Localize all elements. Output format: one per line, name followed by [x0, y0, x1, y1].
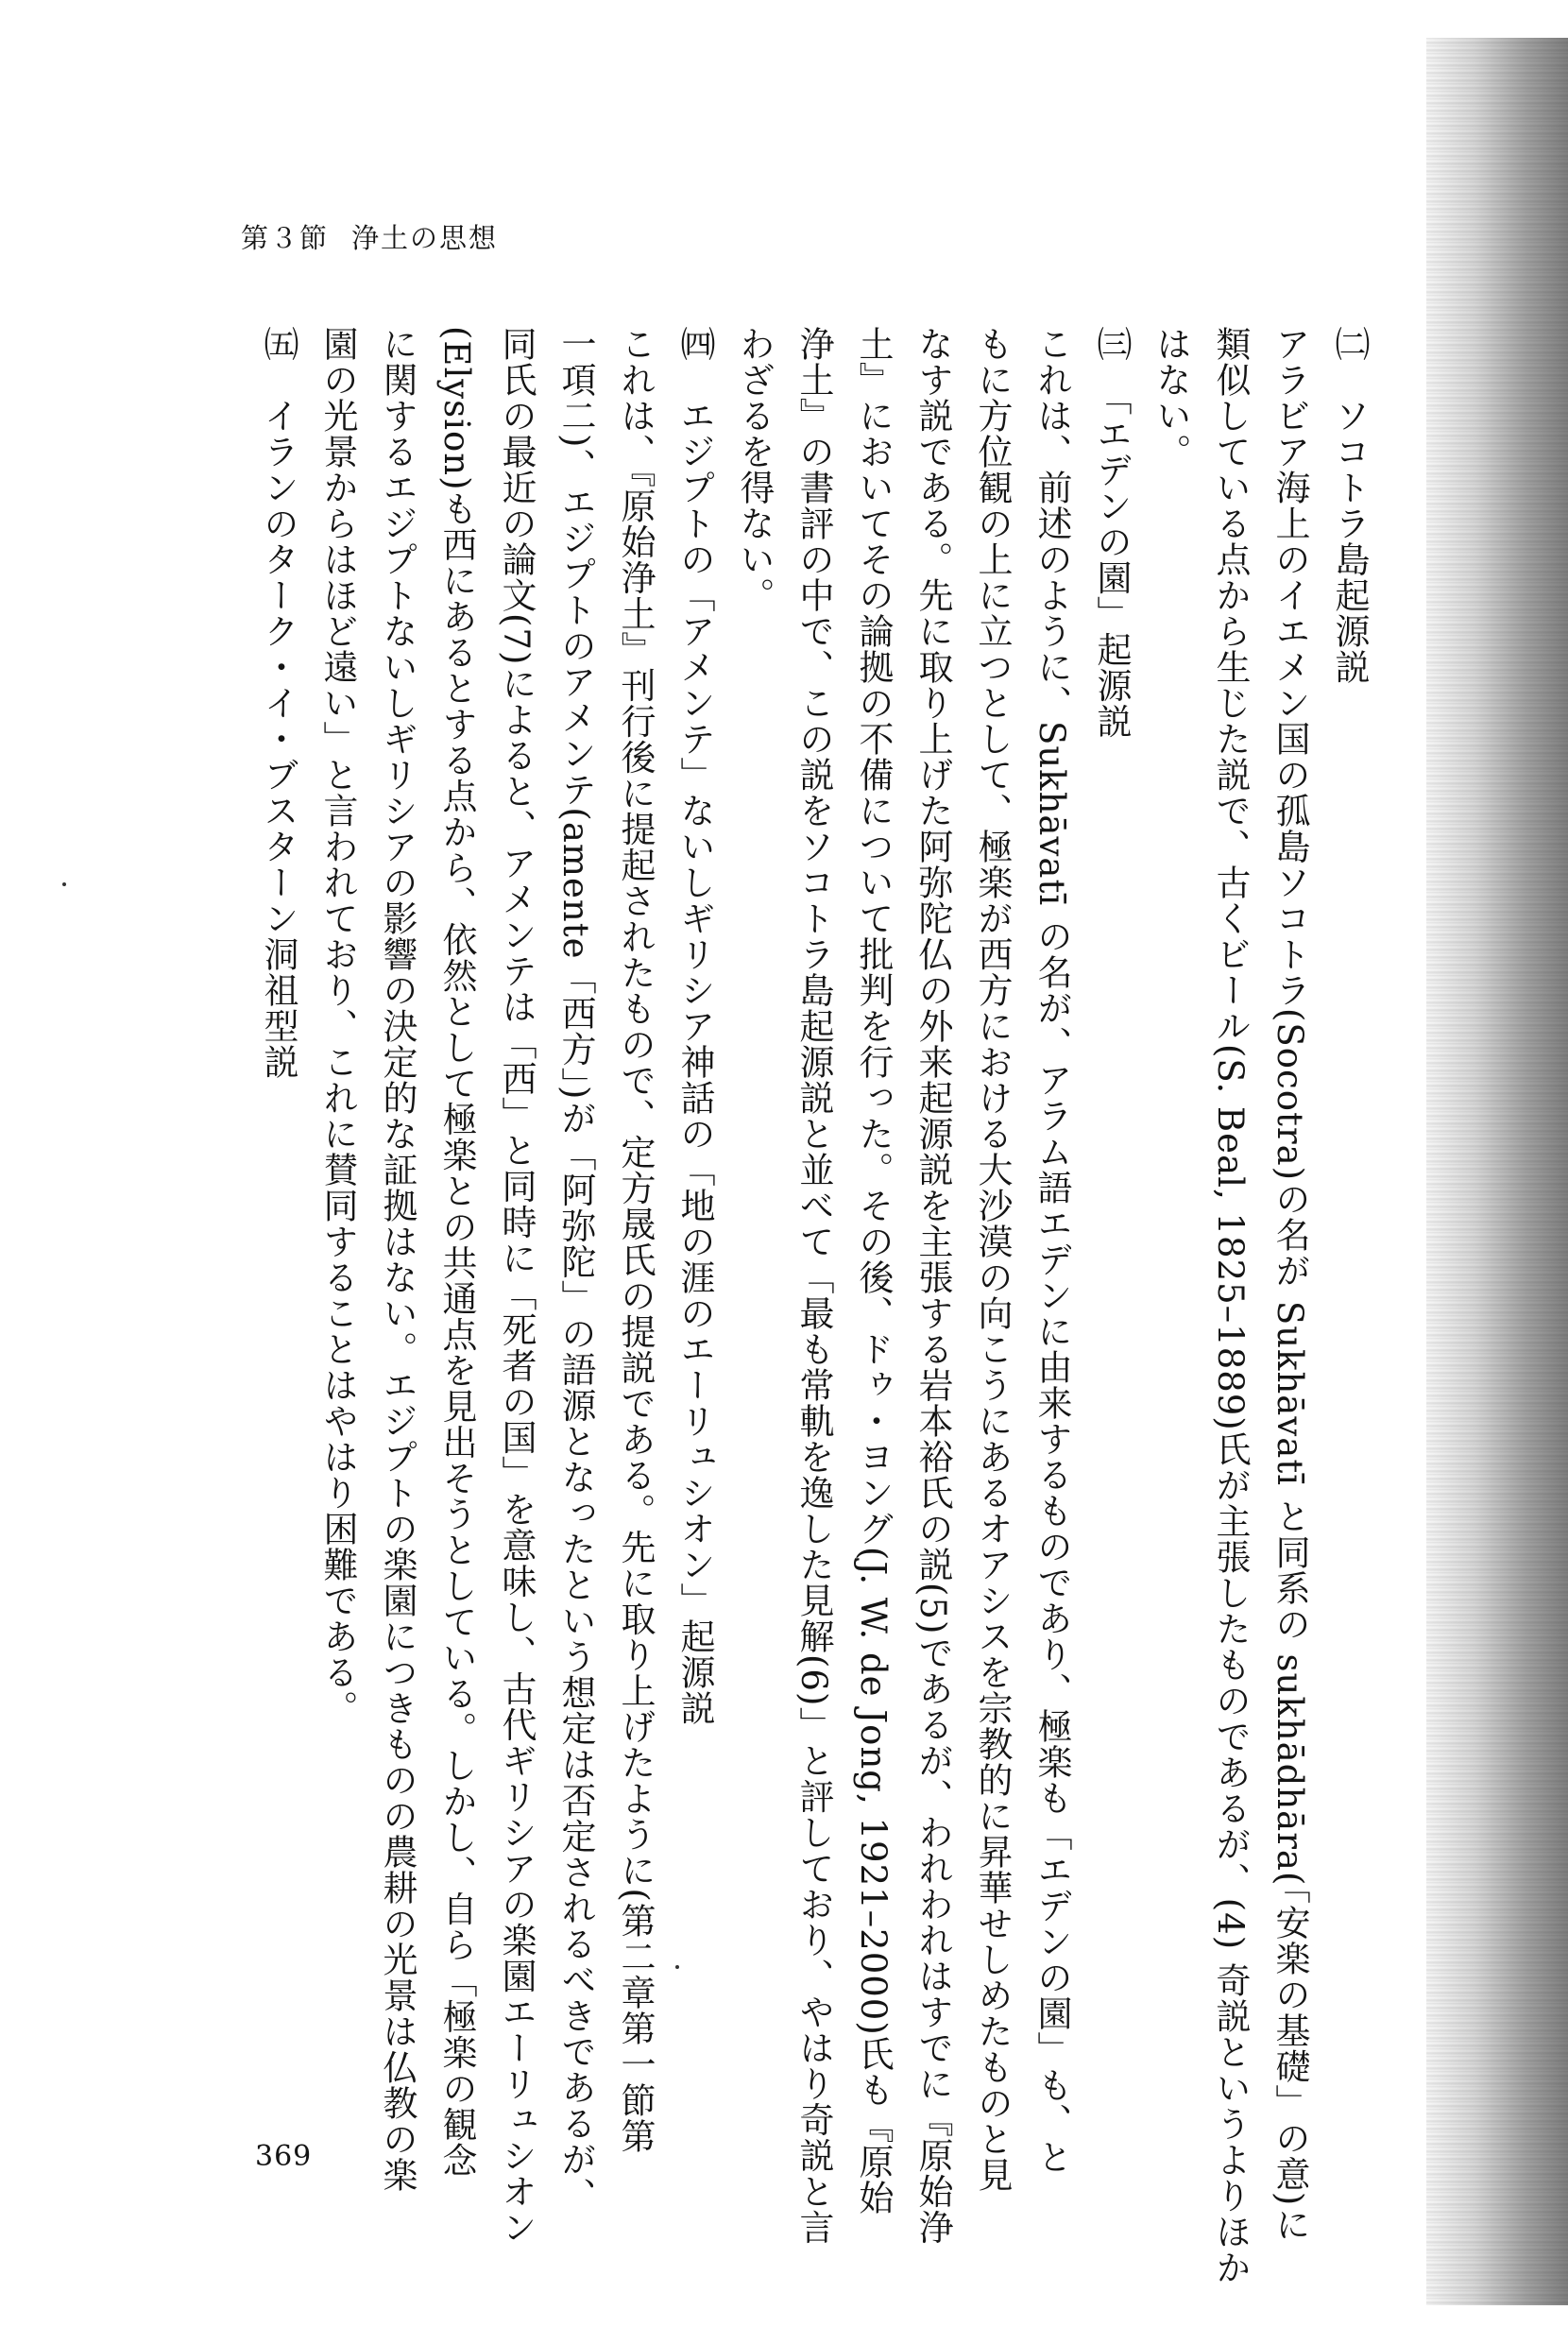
body-line: わざるを得ない。	[734, 326, 775, 613]
body-line: これは、『原始浄土』刊行後に提起されたもので、定方晟氏の提説である。先に取り上げたように(第二章第一節第	[615, 326, 656, 2154]
body-line: 類似している点から生じた説で、古くビール(S. Beal, 1825–1889)氏が主張したものであるが、(4) 奇説というよりほか	[1210, 326, 1251, 2285]
heading-socotra-theory: ㈡ ソコトラ島起源説	[1329, 326, 1370, 685]
body-line: アラビア海上のイエメン国の孤島ソコトラ(Socotra)の名が Sukhāvatī と同系の sukhādhāra(「安楽の基礎」の意)に	[1270, 326, 1310, 2243]
section-number: 第３節	[241, 222, 330, 254]
heading-amente-theory: ㈣ エジプトの「アメンテ」ないしギリシア神話の「地の涯のエーリュシオン」起源説	[674, 326, 715, 1726]
stray-mark	[62, 882, 66, 886]
body-line: はない。	[1150, 326, 1191, 470]
body-line: これは、前述のように、Sukhāvatī の名が、アラム語エデンに由来するものであり、極楽も「エデンの園」も、と	[1031, 326, 1072, 2175]
scan-shadow-edge	[1426, 38, 1568, 2305]
body-line: 一項二)、エジプトのアメンテ(amente「西方」)が「阿弥陀」の語源となったという想定は否定されるべきであるが、	[555, 326, 596, 2214]
body-line: 園の光景からはほど遠い」と言われており、これに賛同することはやはり困難である。	[317, 326, 358, 1726]
running-header	[241, 217, 520, 256]
body-line: もに方位観の上に立つとして、極楽が西方における大沙漠の向こうにあるオアシスを宗教的に昇華せしめたものと見	[972, 326, 1013, 2193]
body-line: に関するエジプトないしギリシアの影響の決定的な証拠はない。エジプトの楽園につきものの農耕の光景は仏教の楽	[377, 326, 418, 2193]
heading-taq-i-bustan-theory: ㈤ イランのターク・イ・ブスターン洞祖型説	[258, 326, 298, 1080]
heading-eden-theory: ㈢ 「エデンの園」起源説	[1091, 326, 1132, 740]
body-line: 土』においてその論拠の不備について批判を行った。その後、ドゥ・ヨング(J. W. de Jong, 1921–2000)氏も『原始	[853, 326, 894, 2216]
body-line: なす説である。先に取り上げた阿弥陀仏の外来起源説を主張する岩本裕氏の説(5)であるが、われわれはすでに『原始浄	[912, 326, 953, 2246]
body-line: (Elysion)も西にあるとする点から、依然として極楽との共通点を見出そうとしている。しかし、自ら「極楽の観念	[436, 326, 477, 2179]
page-number: 369	[255, 2140, 313, 2173]
body-line: 同氏の最近の論文(7)によると、アメンテは「西」と同時に「死者の国」を意味し、古代ギリシアの楽園エーリュシオン	[496, 326, 537, 2246]
section-title: 浄土の思想	[351, 222, 499, 254]
body-line: 浄土』の書評の中で、この説をソコトラ島起源説と並べて「最も常軌を逸した見解(6)」と評しており、やはり奇説と言	[793, 326, 834, 2246]
